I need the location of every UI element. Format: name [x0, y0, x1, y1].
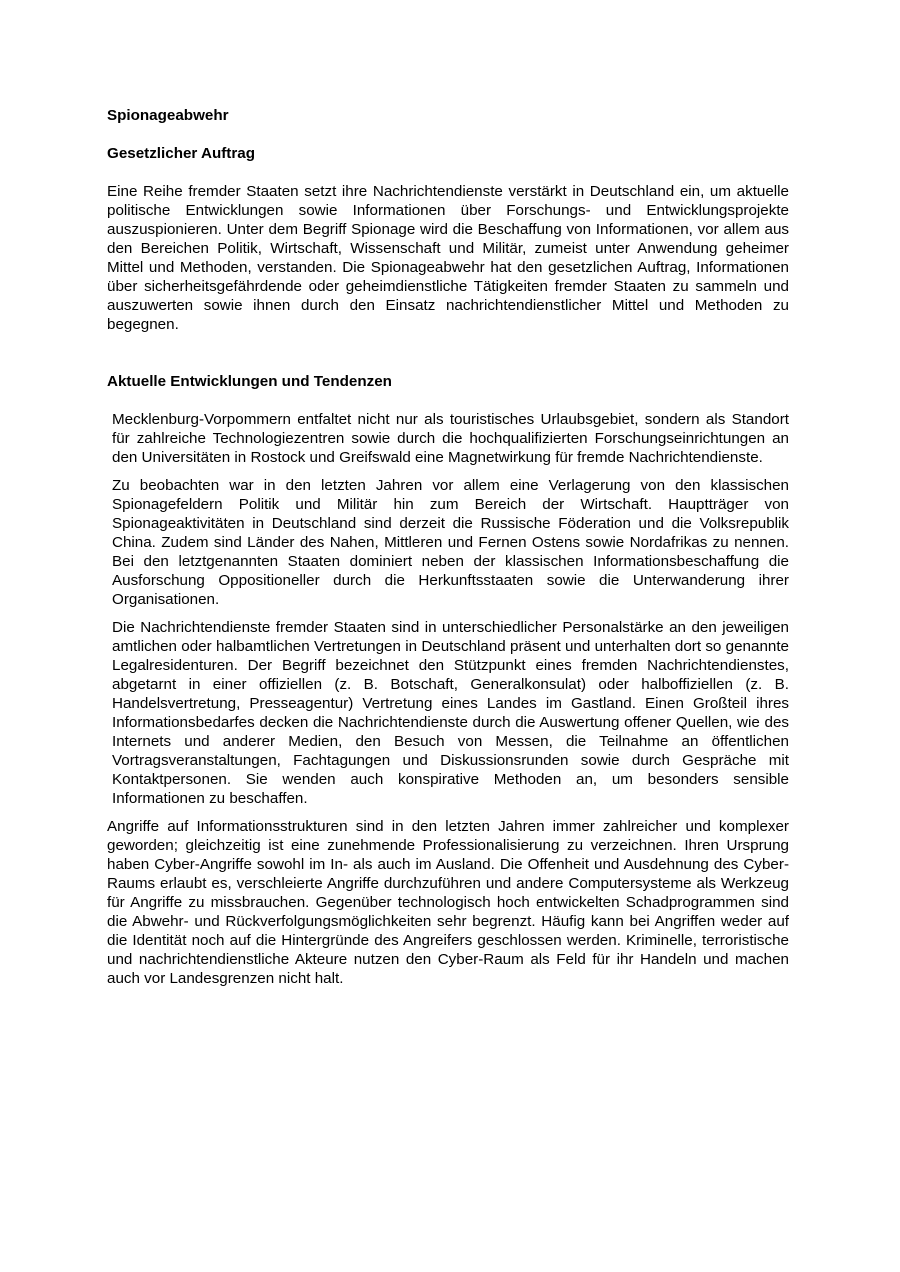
section-heading-gesetzlicher-auftrag: Gesetzlicher Auftrag: [107, 145, 255, 162]
section-heading-aktuelle-entwicklungen: Aktuelle Entwicklungen und Tendenzen: [107, 373, 392, 390]
document-page: [107, 106, 789, 988]
paragraph-mecklenburg: Mecklenburg-Vorpommern entfaltet nicht nur als touristisches Urlaubsgebiet, sondern als Standort für zahlreiche Technologiezentren sowie durch die hochqualifizierten Forschungseinrichtungen an den Universitäten in Rostock und Greifswald eine Magnetwirkung für fremde Nachrichtendienste.: [112, 411, 789, 466]
paragraph-legalresidenturen: Die Nachrichtendienste fremder Staaten sind in unterschiedlicher Personalstärke an den jeweiligen amtlichen oder halbamtlichen Vertretungen in Deutschland präsent und unterhalten dort so genannte Legalresidenturen. Der Begriff bezeichnet den Stützpunkt eines fremden Nachrichtendienstes, abgetarnt in einer offiziellen (z. B. Botschaft, Generalkonsulat) oder halboffiziellen (z. B. Handelsvertretung, Presseagentur) Vertretung eines Landes im Gastland. Einen Großteil ihres Informationsbedarfes decken die Nachrichtendienste durch die Auswertung offener Quellen, wie des Internets und anderer Medien, den Besuch von Messen, die Teilnahme an öffentlichen Vortragsveranstaltungen, Fachtagungen und Diskussionsrunden sowie durch Gespräche mit Kontaktpersonen. Sie wenden auch konspirative Methoden an, um besonders sensible Informationen zu beschaffen.: [112, 619, 789, 807]
paragraph-cyber-angriffe: Angriffe auf Informationsstrukturen sind in den letzten Jahren immer zahlreicher und komplexer geworden; gleichzeitig ist eine zunehmende Professionalisierung zu verzeichnen. Ihren Ursprung haben Cyber-Angriffe sowohl im In- als auch im Ausland. Die Offenheit und Ausdehnung des Cyber-Raums erlaubt es, verschleierte Angriffe durchzuführen und andere Computersysteme als Werkzeug für Angriffe zu missbrauchen. Gegenüber technologisch hoch entwickelten Schadprogrammen sind die Abwehr- und Rückverfolgungsmöglichkeiten sehr begrenzt. Häufig kann bei Angriffen weder auf die Identität noch auf die Hintergründe des Angreifers geschlossen werden. Kriminelle, terroristische und nachrichtendienstliche Akteure nutzen den Cyber-Raum als Feld für ihr Handeln und machen auch vor Landesgrenzen nicht halt.: [107, 818, 789, 987]
paragraph-verlagerung: Zu beobachten war in den letzten Jahren vor allem eine Verlagerung von den klassischen Spionagefeldern Politik und Militär hin zum Bereich der Wirtschaft. Hauptträger von Spionageaktivitäten in Deutschland sind derzeit die Russische Föderation und die Volksrepublik China. Zudem sind Länder des Nahen, Mittleren und Fernen Ostens sowie Nordafrikas zu nennen. Bei den letztgenannten Staaten dominiert neben der klassischen Informationsbeschaffung die Ausforschung Oppositioneller durch die Herkunftsstaaten sowie die Unterwanderung ihrer Organisationen.: [112, 477, 789, 608]
document-title: Spionageabwehr: [107, 107, 229, 124]
paragraph-gesetzlicher-auftrag: Eine Reihe fremder Staaten setzt ihre Nachrichtendienste verstärkt in Deutschland ein, um aktuelle politische Entwicklungen sowie Informationen über Forschungs- und Entwicklungsprojekte auszuspionieren. Unter dem Begriff Spionage wird die Beschaffung von Informationen, vor allem aus den Bereichen Politik, Wirtschaft, Wissenschaft und Militär, zumeist unter Anwendung geheimer Mittel und Methoden, verstanden. Die Spionageabwehr hat den gesetzlichen Auftrag, Informationen über sicherheitsgefährdende oder geheimdienstliche Tätigkeiten fremder Staaten zu sammeln und auszuwerten sowie ihnen durch den Einsatz nachrichtendienstlicher Mittel und Methoden zu begegnen.: [107, 183, 789, 333]
